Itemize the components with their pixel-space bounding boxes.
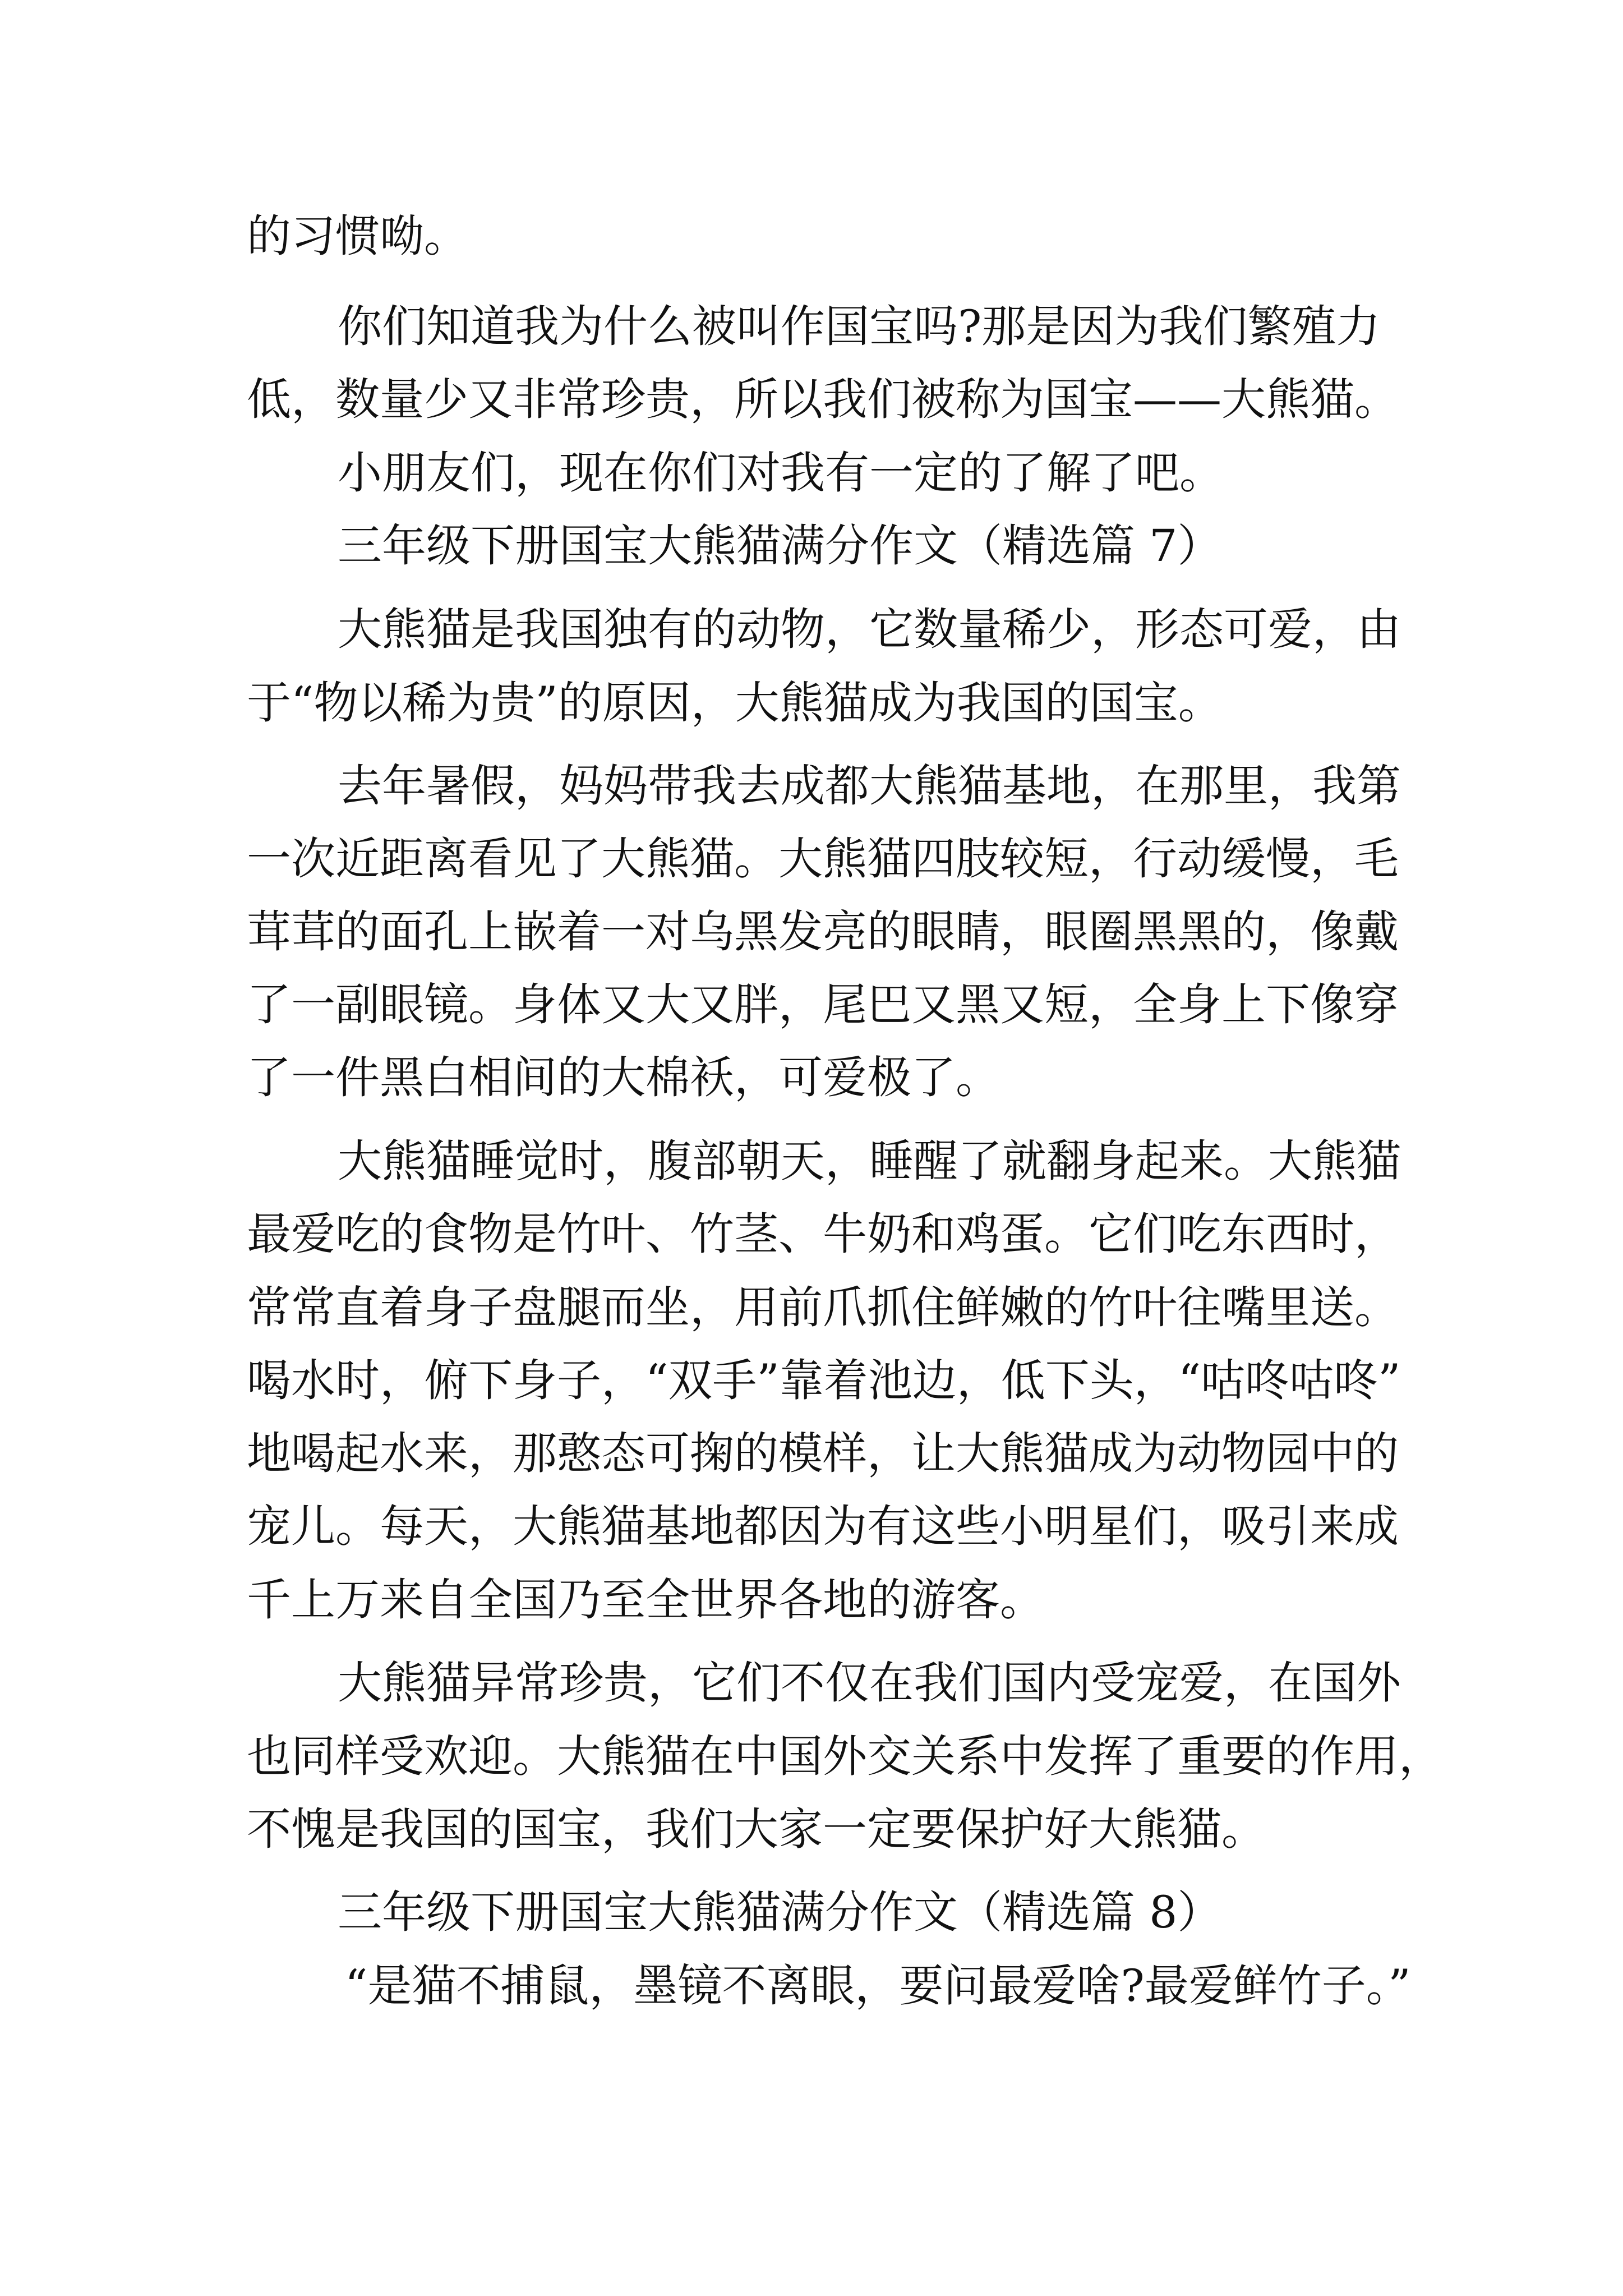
text-line: 地喝起水来，那憨态可掬的模样，让大熊猫成为动物园中的	[247, 1428, 1399, 1479]
text-line: 了一副眼镜。身体又大又胖，尾巴又黑又短，全身上下像穿	[247, 979, 1399, 1030]
paragraph-first-line: 你们知道我为什么被叫作国宝吗?那是因为我们繁殖力	[338, 301, 1381, 352]
paragraph-first-line: 大熊猫是我国独有的动物，它数量稀少，形态可爱，由	[338, 604, 1401, 655]
paragraph-first-line: 大熊猫睡觉时，腹部朝天，睡醒了就翻身起来。大熊猫	[338, 1135, 1401, 1187]
text-line: 低，数量少又非常珍贵，所以我们被称为国宝——大熊猫。	[247, 374, 1399, 425]
text-line: 于“物以稀为贵”的原因，大熊猫成为我国的国宝。	[247, 677, 1223, 729]
text-line: 不愧是我国的国宝，我们大家一定要保护好大熊猫。	[247, 1803, 1266, 1855]
text-line: 宠儿。每天，大熊猫基地都因为有这些小明星们，吸引来成	[247, 1501, 1399, 1552]
text-line: 了一件黑白相间的大棉袄，可爱极了。	[247, 1052, 1000, 1103]
text-line: 的习惯呦。	[247, 210, 468, 262]
text-line: 常常直着身子盘腿而坐，用前爪抓住鲜嫩的竹叶往嘴里送。	[247, 1282, 1399, 1333]
text-line: 最爱吃的食物是竹叶、竹茎、牛奶和鸡蛋。它们吃东西时，	[247, 1208, 1399, 1260]
paragraph-first-line: 小朋友们，现在你们对我有一定的了解了吧。	[338, 447, 1224, 499]
paragraph-first-line: 去年暑假，妈妈带我去成都大熊猫基地，在那里，我第	[338, 760, 1401, 812]
section-heading: 三年级下册国宝大熊猫满分作文（精选篇 7）	[338, 520, 1222, 572]
text-line: 千上万来自全国乃至全世界各地的游客。	[247, 1574, 1044, 1626]
section-heading: 三年级下册国宝大熊猫满分作文（精选篇 8）	[338, 1887, 1222, 1938]
text-line: 茸茸的面孔上嵌着一对乌黑发亮的眼睛，眼圈黑黑的，像戴	[247, 906, 1399, 958]
text-line: 喝水时，俯下身子，“双手”靠着池边，低下头，“咕咚咕咚”	[247, 1355, 1401, 1406]
text-line: 一次近距离看见了大熊猫。大熊猫四肢较短，行动缓慢，毛	[247, 833, 1399, 885]
paragraph-first-line: 大熊猫异常珍贵，它们不仅在我们国内受宠爱，在国外	[338, 1657, 1401, 1709]
text-line: 也同样受欢迎。大熊猫在中国外交关系中发挥了重要的作用，	[247, 1731, 1443, 1782]
paragraph-first-line: “是猫不捕鼠，墨镜不离眼，要问最爱啥?最爱鲜竹子。”	[345, 1960, 1411, 2012]
